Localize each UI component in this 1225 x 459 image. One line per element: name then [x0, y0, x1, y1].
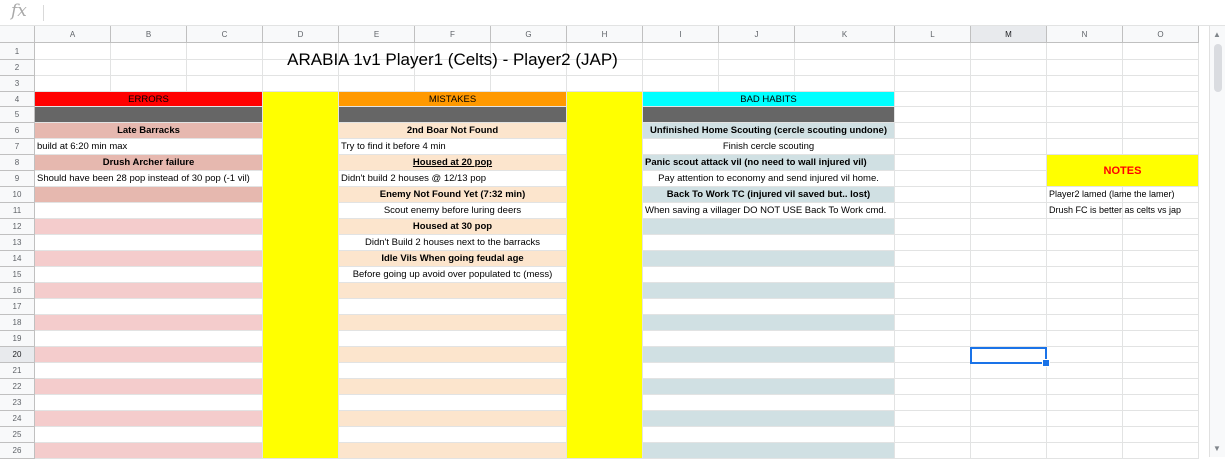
grid-cell[interactable] [719, 76, 795, 92]
grid-cell[interactable] [895, 187, 971, 203]
scroll-thumb[interactable] [1214, 44, 1222, 92]
gray-band[interactable] [35, 107, 263, 123]
mistakes-cell[interactable] [339, 379, 567, 395]
grid-cell[interactable] [1123, 363, 1199, 379]
row-header-13[interactable]: 13 [0, 235, 35, 251]
grid-cell[interactable] [1123, 427, 1199, 443]
column-header-b[interactable]: B [111, 26, 187, 43]
row-header-25[interactable]: 25 [0, 427, 35, 443]
gray-band[interactable] [339, 107, 567, 123]
grid-cell[interactable] [971, 76, 1047, 92]
errors-cell[interactable] [35, 411, 263, 427]
row-header-1[interactable]: 1 [0, 43, 35, 60]
bad-habits-cell[interactable] [643, 331, 895, 347]
grid-cell[interactable] [1047, 235, 1123, 251]
grid-cell[interactable] [1047, 379, 1123, 395]
errors-header[interactable]: ERRORS [35, 92, 263, 107]
grid-cell[interactable] [1047, 251, 1123, 267]
formula-bar [0, 0, 1225, 26]
row-header-2[interactable]: 2 [0, 60, 35, 76]
grid-cell[interactable] [895, 107, 971, 123]
active-cell-selection[interactable] [970, 347, 1047, 364]
grid-cell[interactable] [643, 76, 719, 92]
grid-cell[interactable] [1123, 267, 1199, 283]
grid-cell[interactable] [415, 76, 491, 92]
grid-cell[interactable] [1047, 123, 1123, 139]
mistakes-cell[interactable] [339, 299, 567, 315]
row-header-6[interactable]: 6 [0, 123, 35, 139]
grid-cell[interactable] [895, 363, 971, 379]
bad-habits-cell[interactable] [643, 347, 895, 363]
bad-habit-detail[interactable]: When saving a villager DO NOT USE Back To Work cmd. [643, 203, 895, 219]
grid-cell[interactable] [895, 427, 971, 443]
grid-cell[interactable] [1123, 60, 1199, 76]
grid-cell[interactable] [971, 187, 1047, 203]
row-header-17[interactable]: 17 [0, 299, 35, 315]
mistakes-cell[interactable] [339, 411, 567, 427]
grid-cell[interactable] [895, 267, 971, 283]
column-header-h[interactable]: H [567, 26, 643, 43]
mistake-detail[interactable]: Scout enemy before luring deers [339, 203, 567, 219]
grid-cell[interactable] [795, 43, 895, 60]
column-header-n[interactable]: N [1047, 26, 1123, 43]
mistakes-cell[interactable] [339, 347, 567, 363]
bad-habits-cell[interactable] [643, 283, 895, 299]
grid-cell[interactable] [971, 219, 1047, 235]
column-header-l[interactable]: L [895, 26, 971, 43]
grid-cell[interactable] [795, 76, 895, 92]
row-header-15[interactable]: 15 [0, 267, 35, 283]
grid-cell[interactable] [1047, 331, 1123, 347]
errors-cell[interactable] [35, 363, 263, 379]
mistakes-cell[interactable] [339, 427, 567, 443]
grid-cell[interactable] [971, 251, 1047, 267]
column-header-o[interactable]: O [1123, 26, 1199, 43]
row-header-10[interactable]: 10 [0, 187, 35, 203]
grid-cell[interactable] [895, 92, 971, 107]
mistakes-cell[interactable] [339, 395, 567, 411]
column-header-m[interactable]: M [971, 26, 1047, 43]
grid-cell[interactable] [971, 92, 1047, 107]
row-header-20[interactable]: 20 [0, 347, 35, 363]
grid-cell[interactable] [111, 76, 187, 92]
grid-cell[interactable] [895, 203, 971, 219]
grid-cell[interactable] [971, 427, 1047, 443]
grid-cell[interactable] [1123, 315, 1199, 331]
grid-cell[interactable] [895, 76, 971, 92]
row-header-14[interactable]: 14 [0, 251, 35, 267]
grid-cell[interactable] [971, 235, 1047, 251]
grid-cell[interactable] [1047, 92, 1123, 107]
row-header-16[interactable]: 16 [0, 283, 35, 299]
grid-cell[interactable] [1123, 347, 1199, 363]
row-header-23[interactable]: 23 [0, 395, 35, 411]
row-header-21[interactable]: 21 [0, 363, 35, 379]
bad-habits-cell[interactable] [643, 395, 895, 411]
grid-cell[interactable] [491, 76, 567, 92]
mistake-title[interactable]: 2nd Boar Not Found [339, 123, 567, 139]
grid-cell[interactable] [895, 283, 971, 299]
grid-cell[interactable] [1123, 235, 1199, 251]
grid-cell[interactable] [895, 299, 971, 315]
grid-cell[interactable] [263, 76, 339, 92]
grid-cell[interactable] [111, 60, 187, 76]
column-header-e[interactable]: E [339, 26, 415, 43]
errors-cell[interactable] [35, 347, 263, 363]
grid-cell[interactable] [1123, 411, 1199, 427]
errors-cell[interactable] [35, 283, 263, 299]
grid-cell[interactable] [1047, 43, 1123, 60]
grid-cell[interactable] [895, 155, 971, 171]
gray-band[interactable] [643, 107, 895, 123]
grid-cell[interactable] [895, 251, 971, 267]
row-header-11[interactable]: 11 [0, 203, 35, 219]
grid-cell[interactable] [795, 60, 895, 76]
bad-habits-cell[interactable] [643, 251, 895, 267]
grid-cell[interactable] [895, 379, 971, 395]
mistakes-cell[interactable] [339, 331, 567, 347]
grid-cell[interactable] [719, 60, 795, 76]
grid-cell[interactable] [895, 315, 971, 331]
grid-cell[interactable] [971, 43, 1047, 60]
bad-habit-title[interactable]: Back To Work TC (injured vil saved but.. lost) [643, 187, 895, 203]
grid-cell[interactable] [1047, 139, 1123, 155]
column-header-d[interactable]: D [263, 26, 339, 43]
grid-cell[interactable] [1123, 139, 1199, 155]
row-header-5[interactable]: 5 [0, 107, 35, 123]
bad-habit-title[interactable]: Unfinished Home Scouting (cercle scouting undone) [643, 123, 895, 139]
mistake-title[interactable]: Housed at 20 pop [339, 155, 567, 171]
fill-handle[interactable] [1042, 359, 1050, 367]
mistakes-header[interactable]: MISTAKES [339, 92, 567, 107]
grid-cell[interactable] [971, 107, 1047, 123]
row-header-19[interactable]: 19 [0, 331, 35, 347]
grid-cell[interactable] [1047, 427, 1123, 443]
grid-cell[interactable] [971, 139, 1047, 155]
grid-cell[interactable] [187, 76, 263, 92]
bad-habits-cell[interactable] [643, 379, 895, 395]
grid-cell[interactable] [895, 411, 971, 427]
grid-cell[interactable] [895, 60, 971, 76]
column-header-f[interactable]: F [415, 26, 491, 43]
grid-cell[interactable] [971, 299, 1047, 315]
grid-cell[interactable] [567, 76, 643, 92]
grid-cell[interactable] [971, 60, 1047, 76]
grid-cell[interactable] [35, 60, 111, 76]
grid-cell[interactable] [1123, 299, 1199, 315]
grid-cell[interactable] [1047, 315, 1123, 331]
grid-cell[interactable] [971, 395, 1047, 411]
grid-cell[interactable] [971, 203, 1047, 219]
error-title[interactable]: Late Barracks [35, 123, 263, 139]
row-header-24[interactable]: 24 [0, 411, 35, 427]
bad-habit-title[interactable]: Panic scout attack vil (no need to wall injured vil) [643, 155, 895, 171]
bad-habit-detail[interactable]: Finish cercle scouting [643, 139, 895, 155]
grid-cell[interactable] [1047, 76, 1123, 92]
mistake-title[interactable]: Housed at 30 pop [339, 219, 567, 235]
note-item[interactable]: Drush FC is better as celts vs jap [1047, 203, 1199, 219]
bad-habits-cell[interactable] [643, 299, 895, 315]
grid-cell[interactable] [1047, 299, 1123, 315]
errors-cell[interactable] [35, 219, 263, 235]
row-header-18[interactable]: 18 [0, 315, 35, 331]
grid-cell[interactable] [1047, 60, 1123, 76]
row-header-7[interactable]: 7 [0, 139, 35, 155]
scroll-up-arrow-icon[interactable]: ▲ [1213, 30, 1221, 39]
grid-cell[interactable] [895, 43, 971, 60]
grid-cell[interactable] [1123, 76, 1199, 92]
row-header-4[interactable]: 4 [0, 92, 35, 107]
grid-cell[interactable] [971, 411, 1047, 427]
column-header-j[interactable]: J [719, 26, 795, 43]
grid-cell[interactable] [895, 219, 971, 235]
error-detail[interactable]: build at 6:20 min max [35, 139, 263, 155]
grid-cell[interactable] [1123, 92, 1199, 107]
mistakes-cell[interactable] [339, 363, 567, 379]
scroll-down-arrow-icon[interactable]: ▼ [1213, 444, 1221, 453]
bad-habits-cell[interactable] [643, 363, 895, 379]
grid-cell[interactable] [35, 76, 111, 92]
grid-cell[interactable] [971, 283, 1047, 299]
grid-cell[interactable] [895, 331, 971, 347]
grid-cell[interactable] [1047, 267, 1123, 283]
row-header-9[interactable]: 9 [0, 171, 35, 187]
errors-cell[interactable] [35, 187, 263, 203]
vertical-scrollbar[interactable] [1209, 26, 1225, 457]
grid-cell[interactable] [111, 43, 187, 60]
grid-cell[interactable] [895, 395, 971, 411]
grid-cell[interactable] [1123, 107, 1199, 123]
bad-habits-cell[interactable] [643, 267, 895, 283]
mistake-detail[interactable]: Before going up avoid over populated tc (mess) [339, 267, 567, 283]
row-header-12[interactable]: 12 [0, 219, 35, 235]
bad-habit-detail[interactable]: Pay attention to economy and send injured vil home. [643, 171, 895, 187]
row-header-26[interactable]: 26 [0, 443, 35, 459]
error-detail[interactable]: Should have been 28 pop instead of 30 pop (-1 vil) [35, 171, 263, 187]
grid-cell[interactable] [971, 331, 1047, 347]
bad-habits-cell[interactable] [643, 315, 895, 331]
grid-cell[interactable] [1047, 395, 1123, 411]
mistake-detail[interactable]: Didn't Build 2 houses next to the barracks [339, 235, 567, 251]
grid-cell[interactable] [971, 171, 1047, 187]
errors-cell[interactable] [35, 267, 263, 283]
grid-cell[interactable] [1047, 363, 1123, 379]
note-item[interactable]: Player2 lamed (lame the lamer) [1047, 187, 1199, 203]
error-title[interactable]: Drush Archer failure [35, 155, 263, 171]
mistake-title[interactable]: Idle Vils When going feudal age [339, 251, 567, 267]
row-header-8[interactable]: 8 [0, 155, 35, 171]
mistake-detail[interactable]: Try to find it before 4 min [339, 139, 567, 155]
yellow-column-h[interactable] [567, 92, 643, 459]
bad-habits-cell[interactable] [643, 411, 895, 427]
bad-habits-cell[interactable] [643, 427, 895, 443]
column-header-a[interactable]: A [35, 26, 111, 43]
grid-cell[interactable] [1047, 219, 1123, 235]
formula-bar-divider [43, 5, 44, 21]
grid-cell[interactable] [895, 235, 971, 251]
mistakes-cell[interactable] [339, 315, 567, 331]
mistake-title[interactable]: Enemy Not Found Yet (7:32 min) [339, 187, 567, 203]
grid-cell[interactable] [339, 76, 415, 92]
grid-cell[interactable] [971, 155, 1047, 171]
row-header-22[interactable]: 22 [0, 379, 35, 395]
grid-cell[interactable] [971, 123, 1047, 139]
bad-habits-header[interactable]: BAD HABITS [643, 92, 895, 107]
bad-habits-cell[interactable] [643, 219, 895, 235]
grid-cell[interactable] [1123, 123, 1199, 139]
grid-cell[interactable] [971, 267, 1047, 283]
column-header-k[interactable]: K [795, 26, 895, 43]
mistake-detail[interactable]: Didn't build 2 houses @ 12/13 pop [339, 171, 567, 187]
column-header-i[interactable]: I [643, 26, 719, 43]
grid-cell[interactable] [719, 43, 795, 60]
grid-cell[interactable] [1123, 251, 1199, 267]
grid-cell[interactable] [1047, 411, 1123, 427]
errors-cell[interactable] [35, 299, 263, 315]
mistakes-cell[interactable] [339, 283, 567, 299]
grid-cell[interactable] [895, 347, 971, 363]
row-header-3[interactable]: 3 [0, 76, 35, 92]
column-header-c[interactable]: C [187, 26, 263, 43]
errors-cell[interactable] [35, 427, 263, 443]
grid-cell[interactable] [1047, 283, 1123, 299]
grid-cell[interactable] [895, 171, 971, 187]
errors-cell[interactable] [35, 379, 263, 395]
errors-cell[interactable] [35, 331, 263, 347]
grid-cell[interactable] [1123, 43, 1199, 60]
grid-cell[interactable] [895, 123, 971, 139]
errors-cell[interactable] [35, 395, 263, 411]
errors-cell[interactable] [35, 315, 263, 331]
column-header-g[interactable]: G [491, 26, 567, 43]
errors-cell[interactable] [35, 251, 263, 267]
grid-cell[interactable] [1047, 347, 1123, 363]
fx-icon: fx [11, 1, 27, 21]
grid-cell[interactable] [1123, 331, 1199, 347]
bad-habits-cell[interactable] [643, 235, 895, 251]
errors-cell[interactable] [35, 203, 263, 219]
grid-cell[interactable] [971, 379, 1047, 395]
sheet-title[interactable]: ARABIA 1v1 Player1 (Celts) - Player2 (JAP) [287, 50, 618, 69]
grid-cell[interactable] [1047, 107, 1123, 123]
grid-cell[interactable] [1123, 379, 1199, 395]
grid-cell[interactable] [35, 43, 111, 60]
grid-cell[interactable] [1123, 395, 1199, 411]
grid-cell[interactable] [971, 315, 1047, 331]
grid-cell[interactable] [971, 363, 1047, 379]
errors-cell[interactable] [35, 235, 263, 251]
yellow-column-d[interactable] [263, 92, 339, 459]
grid-cell[interactable] [895, 139, 971, 155]
grid-cell[interactable] [1123, 219, 1199, 235]
notes-header[interactable]: NOTES [1047, 155, 1199, 187]
grid-cell[interactable] [1123, 283, 1199, 299]
formula-input[interactable] [48, 3, 1198, 23]
select-all-corner[interactable] [0, 26, 35, 43]
